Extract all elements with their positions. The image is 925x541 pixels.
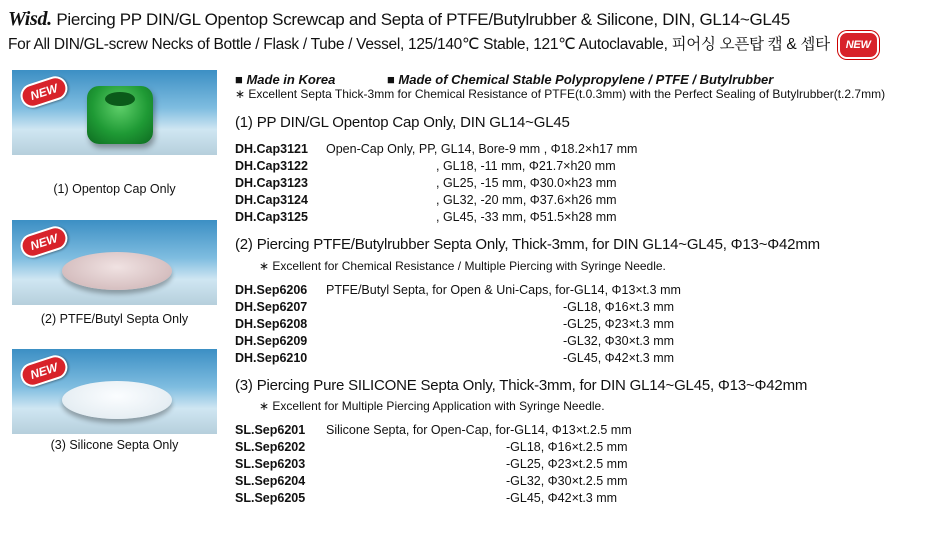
product-desc: -GL45, Φ42×t.3 mm xyxy=(563,351,675,365)
new-badge: NEW xyxy=(838,31,879,59)
product-code: DH.Sep6208 xyxy=(235,317,308,331)
product-code: SL.Sep6205 xyxy=(235,491,306,505)
photo-caption: (1) Opentop Cap Only xyxy=(53,182,176,196)
section-title: (3) Piercing Pure SILICONE Septa Only, Thick-3mm, for DIN GL14~GL45, Φ13~Φ42mm xyxy=(235,377,808,394)
product-table-silicone-septa xyxy=(235,422,632,507)
product-code: DH.Sep6209 xyxy=(235,334,308,348)
product-desc: -GL18, Φ16×t.2.5 mm xyxy=(506,440,628,454)
product-content xyxy=(235,72,920,507)
table-row xyxy=(235,422,632,439)
made-of-materials: ■ Made of Chemical Stable Polypropylene / PTFE / Butylrubber xyxy=(386,72,774,87)
photo-caption: (2) PTFE/Butyl Septa Only xyxy=(40,312,189,326)
product-code: SL.Sep6202 xyxy=(235,440,306,454)
intro-note: ∗ Excellent Septa Thick-3mm for Chemical Resistance of PTFE(t.0.3mm) with the Perfect Sealing of Butylrubber(t.2.7mm) xyxy=(235,87,886,101)
product-code: SL.Sep6201 xyxy=(235,423,306,437)
photo-opentop-cap xyxy=(12,70,217,155)
table-row xyxy=(235,192,637,209)
section-note: ∗ Excellent for Multiple Piercing Application with Syringe Needle. xyxy=(259,399,605,413)
brand-logo: Wisd. xyxy=(8,8,52,30)
table-row xyxy=(235,490,632,507)
product-desc: , GL18, -11 mm, Φ21.7×h20 mm xyxy=(436,159,616,173)
table-row xyxy=(235,141,637,158)
table-row xyxy=(235,299,681,316)
product-table-caps xyxy=(235,141,637,226)
product-desc: Open-Cap Only, PP, GL14, Bore-9 mm , Φ18.2×h17 mm xyxy=(326,142,638,156)
page-subtitle xyxy=(8,31,920,59)
product-desc: , GL45, -33 mm, Φ51.5×h28 mm xyxy=(436,210,617,224)
product-code: DH.Cap3122 xyxy=(235,159,308,173)
product-code: SL.Sep6203 xyxy=(235,457,306,471)
table-row xyxy=(235,316,681,333)
made-line xyxy=(235,72,920,87)
table-row xyxy=(235,209,637,226)
table-row xyxy=(235,439,632,456)
product-desc: , GL25, -15 mm, Φ30.0×h23 mm xyxy=(436,176,617,190)
section-title: (1) PP DIN/GL Opentop Cap Only, DIN GL14~GL45 xyxy=(235,114,570,131)
product-code: DH.Cap3121 xyxy=(235,142,308,156)
product-desc: -GL32, Φ30×t.2.5 mm xyxy=(506,474,628,488)
table-row xyxy=(235,333,681,350)
page-header xyxy=(8,8,920,59)
product-code: SL.Sep6204 xyxy=(235,474,306,488)
table-row xyxy=(235,158,637,175)
product-desc: -GL18, Φ16×t.3 mm xyxy=(563,300,675,314)
table-row xyxy=(235,473,632,490)
product-code: DH.Cap3123 xyxy=(235,176,308,190)
table-row xyxy=(235,175,637,192)
new-badge: NEW xyxy=(17,223,70,261)
product-desc: PTFE/Butyl Septa, for Open & Uni-Caps, for-GL14, Φ13×t.3 mm xyxy=(326,283,681,297)
product-desc: -GL32, Φ30×t.3 mm xyxy=(563,334,675,348)
section-title: (2) Piercing PTFE/Butylrubber Septa Only, Thick-3mm, for DIN GL14~GL45, Φ13~Φ42mm xyxy=(235,236,820,253)
green-cap-image xyxy=(87,86,153,144)
photo-silicone-septa xyxy=(12,349,217,434)
product-code: DH.Sep6210 xyxy=(235,351,308,365)
silicone-septa-image xyxy=(62,381,172,419)
page-title xyxy=(8,8,920,31)
product-table-ptfe-septa xyxy=(235,282,681,367)
new-badge: NEW xyxy=(17,73,70,111)
table-row xyxy=(235,350,681,367)
product-code: DH.Sep6206 xyxy=(235,283,308,297)
product-desc: , GL32, -20 mm, Φ37.6×h26 mm xyxy=(436,193,617,207)
section-note: ∗ Excellent for Chemical Resistance / Multiple Piercing with Syringe Needle. xyxy=(259,259,666,273)
subtitle-text: For All DIN/GL-screw Necks of Bottle / Flask / Tube / Vessel, 125/140℃ Stable, 121℃ Autoclavable, 피어싱 오픈탑 캡 & 셉타 xyxy=(8,36,830,54)
made-in-korea: ■ Made in Korea xyxy=(235,72,336,87)
table-row xyxy=(235,456,632,473)
product-desc: -GL25, Φ23×t.2.5 mm xyxy=(506,457,628,471)
product-code: DH.Cap3124 xyxy=(235,193,308,207)
title-text: Piercing PP DIN/GL Opentop Screwcap and Septa of PTFE/Butylrubber & Silicone, DIN, GL14~GL45 xyxy=(56,10,790,29)
product-desc: -GL25, Φ23×t.3 mm xyxy=(563,317,675,331)
product-desc: Silicone Septa, for Open-Cap, for-GL14, Φ13×t.2.5 mm xyxy=(326,423,632,437)
new-badge: NEW xyxy=(17,352,70,390)
photo-ptfe-septa xyxy=(12,220,217,305)
product-code: DH.Sep6207 xyxy=(235,300,308,314)
ptfe-septa-image xyxy=(62,252,172,290)
photo-caption: (3) Silicone Septa Only xyxy=(50,438,179,452)
table-row xyxy=(235,282,681,299)
product-desc: -GL45, Φ42×t.3 mm xyxy=(506,491,618,505)
product-code: DH.Cap3125 xyxy=(235,210,308,224)
